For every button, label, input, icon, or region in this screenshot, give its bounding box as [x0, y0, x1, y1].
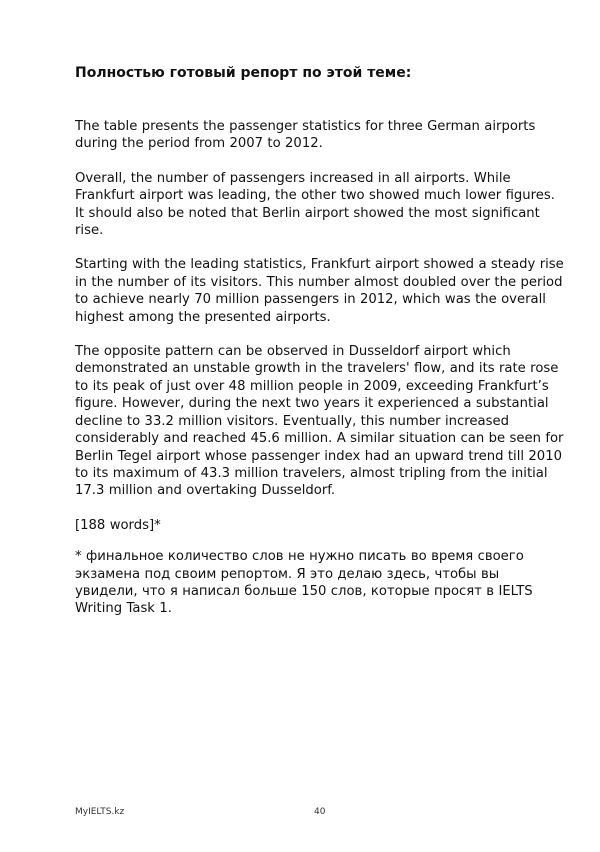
- dusseldorf-berlin-paragraph: The opposite pattern can be observed in Dusseldorf airport which demonstrated an unstable growth in the travelers' flow, and its rate rose to its peak of just over 48 million people in 2009, exceeding Frankfurt’s figure. However, during the next two years it experienced a substantial decline to 33.2 million visitors. Eventually, this number increased considerably and reached 45.6 million. A similar situation can be seen for Berlin Tegel airport whose passenger index had an upward trend till 2010 to its maximum of 43.3 million travelers, almost tripling from the initial 17.3 million and overtaking Dusseldorf.: [75, 344, 564, 499]
- frankfurt-paragraph: Starting with the leading statistics, Frankfurt airport showed a steady rise in the number of its visitors. This number almost doubled over the period to achieve nearly 70 million passengers in 2012, which was the overall highest among the presented airports.: [75, 257, 564, 325]
- report-body: [75, 118, 565, 618]
- document-heading: Полностью готовый репорт по этой теме:: [75, 65, 412, 81]
- footer-source: MyIELTS.kz: [75, 807, 125, 817]
- word-count: [188 words]*: [75, 517, 161, 533]
- overview-paragraph: Overall, the number of passengers increased in all airports. While Frankfurt airport was leading, the other two showed much lower figures. It should also be noted that Berlin airport showed the most significant rise.: [75, 170, 555, 239]
- intro-paragraph: The table presents the passenger statistics for three German airports during the period from 2007 to 2012.: [75, 119, 536, 152]
- footnote: * финальное количество слов не нужно писать во время своего экзамена под своим репортом. Я это делаю здесь, чтобы вы увидели, что я написал больше 150 слов, которые просят в IELTS Writing Task 1.: [75, 549, 533, 617]
- page-number: 40: [314, 807, 326, 817]
